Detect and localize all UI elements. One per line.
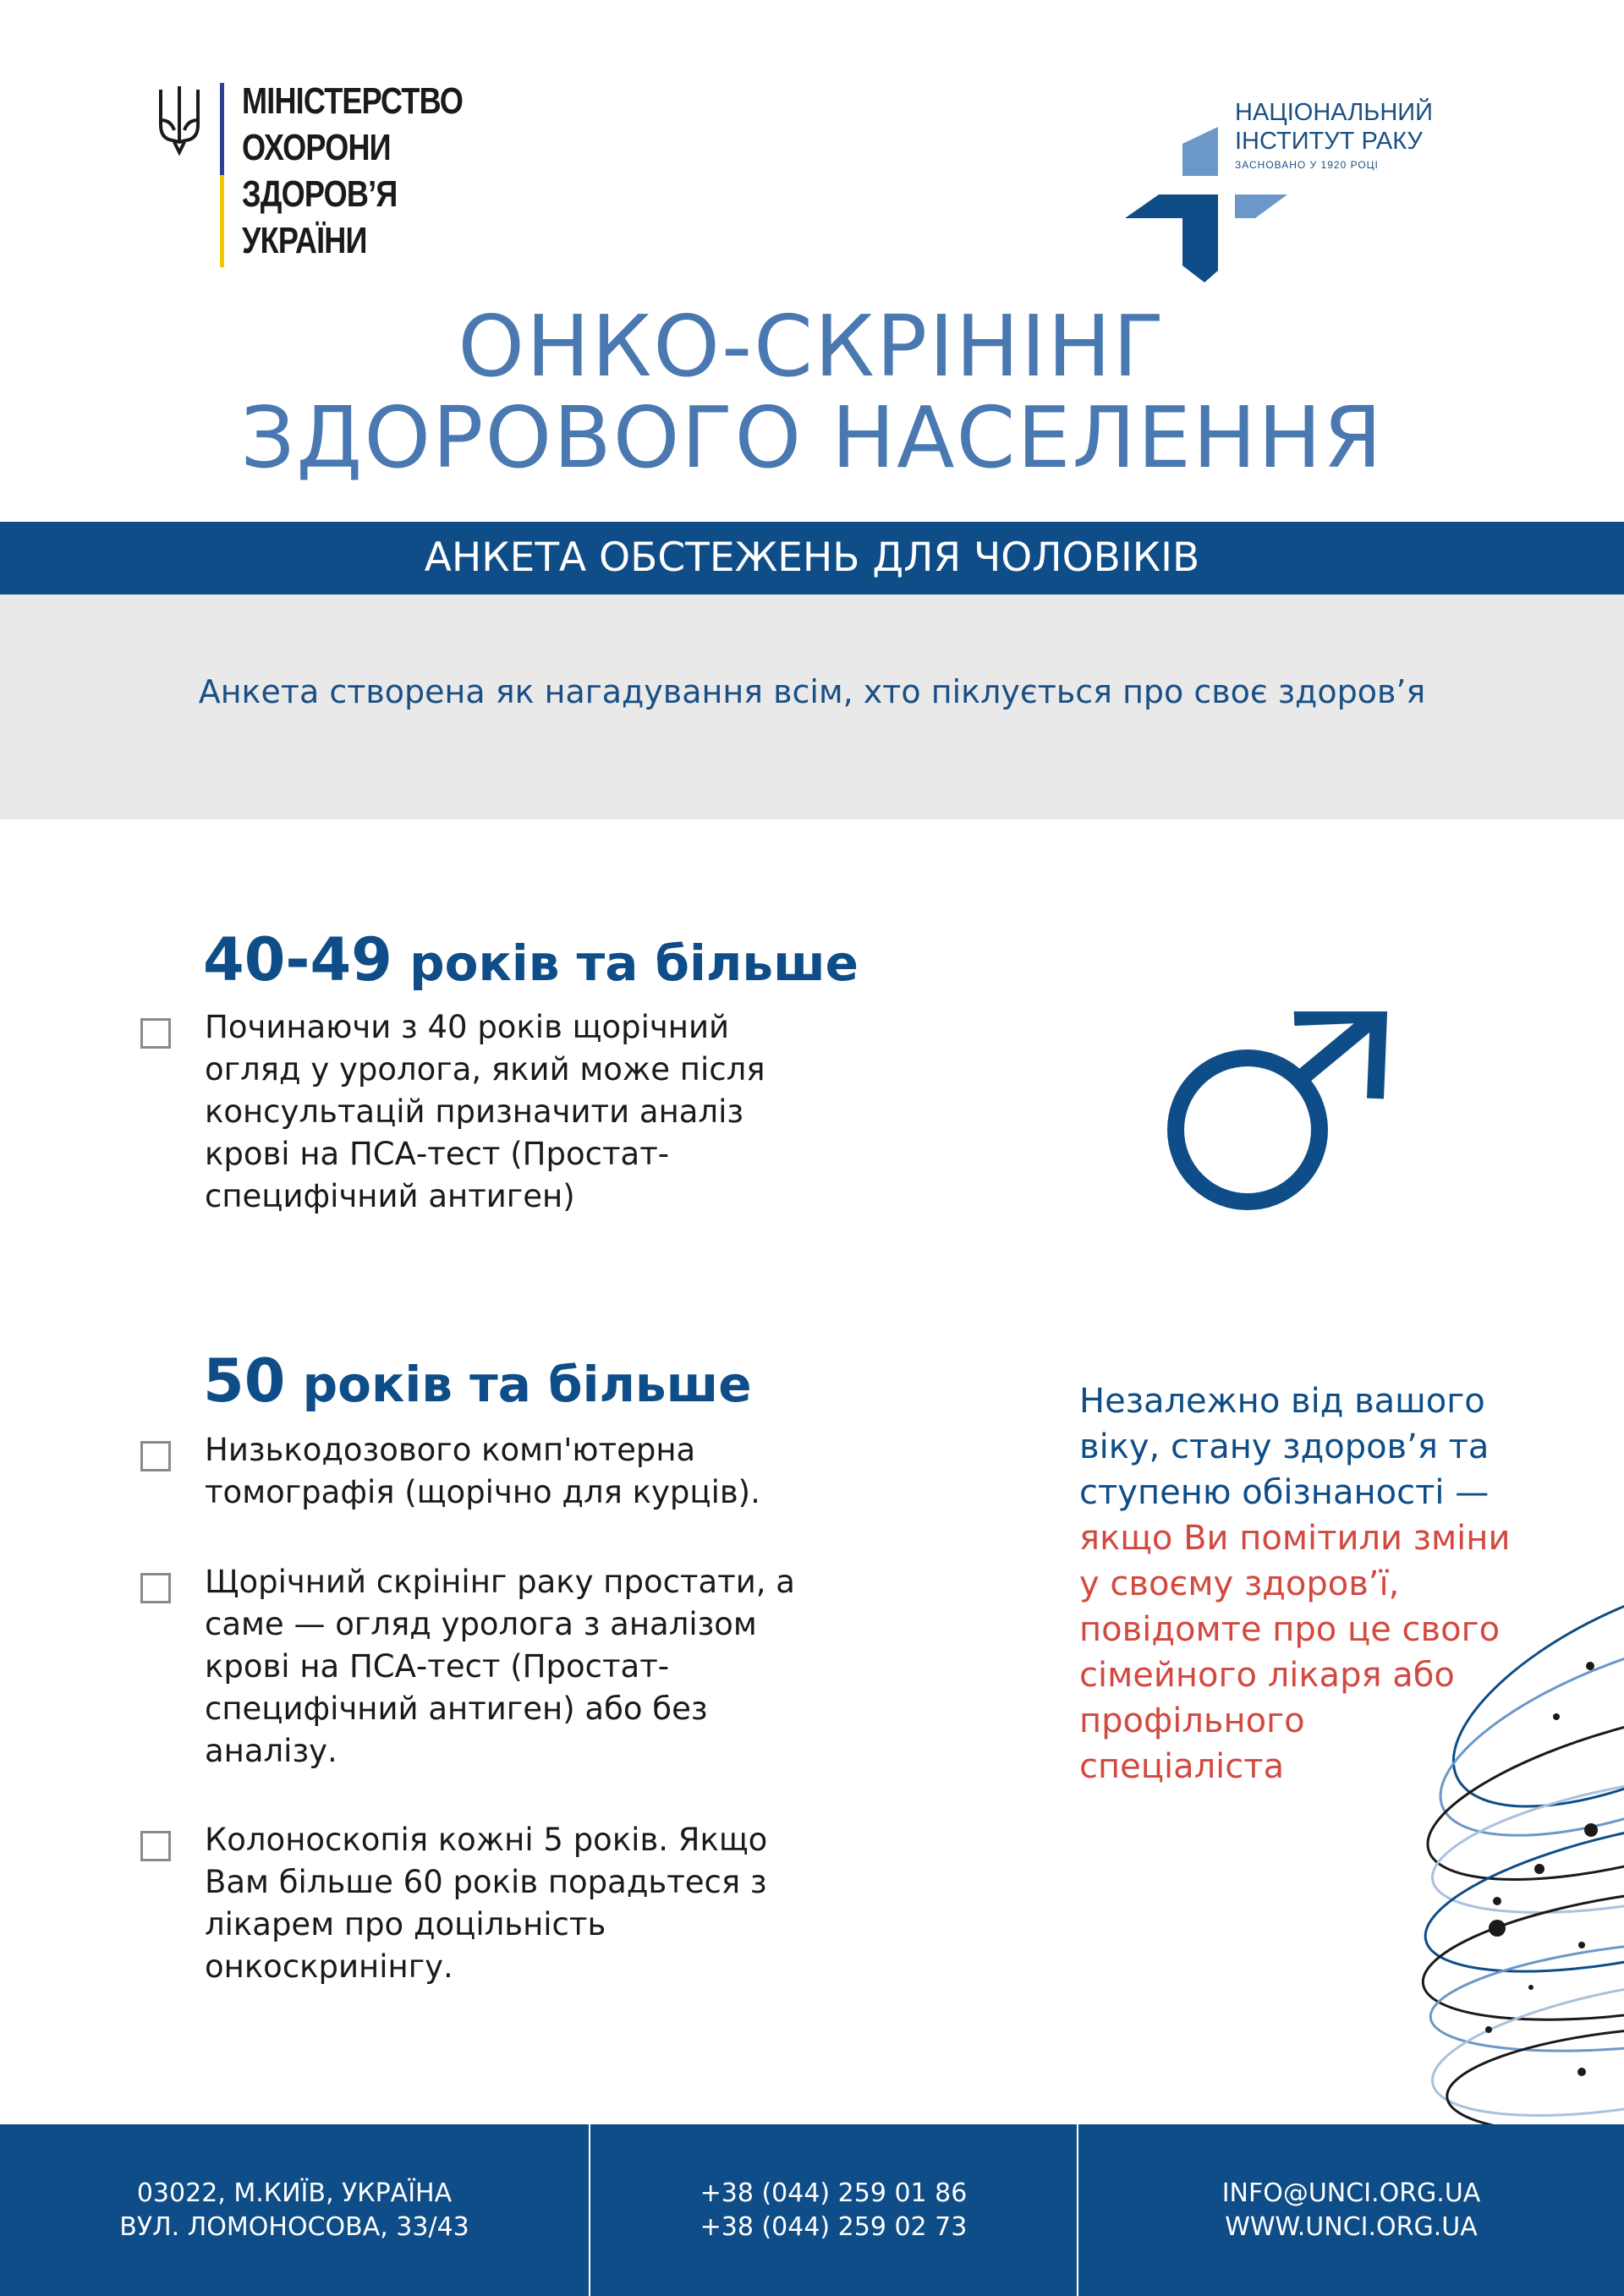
website-link[interactable]: WWW.UNCI.ORG.UA (1225, 2211, 1478, 2242)
swirl-decoration (1387, 1590, 1624, 2131)
section-age: 40-49 (203, 925, 392, 995)
checkbox[interactable] (140, 1441, 171, 1471)
checklist-item-text: Колоноскопія кожні 5 років. Якщо Вам більше 60 років порадьтеся з лікарем про доцільність онкоскринінгу. (205, 1822, 768, 1985)
ministry-flag-bar (220, 83, 224, 267)
intro-text: Анкета створена як нагадування всім, хто піклується про своє здоров’я (198, 673, 1426, 710)
section-title-rest: років та більше (392, 934, 859, 992)
checkbox[interactable] (140, 1018, 171, 1049)
institute-logo (1125, 93, 1463, 279)
phone-number[interactable]: +38 (044) 259 01 86 (700, 2178, 968, 2208)
address-line: 03022, М.КИЇВ, УКРАЇНА (136, 2178, 453, 2208)
ministry-name (242, 78, 464, 264)
checkbox[interactable] (140, 1573, 171, 1603)
page-title-line: ЗДОРОВОГО НАСЕЛЕННЯ (240, 388, 1384, 487)
section-title-rest: років та більше (285, 1356, 752, 1413)
institute-name (1235, 98, 1433, 171)
ministry-name-line: ЗДОРОВ’Я (242, 173, 398, 215)
page-title (0, 297, 1624, 487)
checklist-item-text: Починаючи з 40 років щорічний огляд у уролога, який може після консультацій призначити аналіз крові на ПСА-тест (Простат-специфічний антиген) (205, 1009, 765, 1214)
contact-footer (0, 2124, 1624, 2296)
footer-address (0, 2124, 590, 2296)
section-title-40-49 (203, 925, 859, 995)
side-note-highlight: якщо Ви помітили зміни у своєму здоров’ї, повідомте про це свого сімейного лікаря або профільного спеціаліста (1079, 1519, 1511, 1786)
page-title-line: ОНКО-СКРІНІНГ (458, 297, 1166, 396)
address-line: ВУЛ. ЛОМОНОСОВА, 33/43 (119, 2211, 469, 2242)
checklist-item (140, 1006, 800, 1226)
ministry-name-line: ОХОРОНИ (242, 127, 391, 168)
ministry-logo (156, 80, 494, 277)
institute-name-line: ІНСТИТУТ РАКУ (1235, 128, 1423, 155)
checklist-item (140, 1819, 800, 1997)
section-title-50 (203, 1346, 752, 1416)
institute-tagline: ЗАСНОВАНО У 1920 РОЦІ (1235, 159, 1379, 171)
checklist-item (140, 1561, 800, 1781)
male-symbol-icon (1167, 1011, 1387, 1231)
trident-icon (156, 83, 203, 156)
checkbox[interactable] (140, 1831, 171, 1861)
phone-number[interactable]: +38 (044) 259 02 73 (700, 2211, 968, 2242)
institute-name-line: НАЦІОНАЛЬНИЙ (1235, 99, 1433, 126)
ministry-name-line: МІНІСТЕРСТВО (242, 80, 464, 122)
intro-panel (0, 595, 1624, 819)
email-link[interactable]: INFO@UNCI.ORG.UA (1221, 2178, 1481, 2208)
footer-web (1078, 2124, 1624, 2296)
side-note-intro: Незалежно від вашого віку, стану здоров’я та ступеню обізнаності — (1079, 1382, 1490, 1512)
checklist-item (140, 1429, 800, 1522)
section-age: 50 (203, 1346, 286, 1416)
checklist-item-text: Щорічний скрінінг раку простати, а саме — огляд уролога з аналізом крові на ПСА-тест (Простат-специфічний антиген) або без аналізу. (205, 1564, 795, 1769)
survey-banner (0, 522, 1624, 595)
survey-banner-text: АНКЕТА ОБСТЕЖЕНЬ ДЛЯ ЧОЛОВІКІВ (424, 534, 1200, 581)
ministry-name-line: УКРАЇНИ (242, 220, 367, 261)
footer-phones (590, 2124, 1078, 2296)
checklist-item-text: Низькодозового комп'ютерна томографія (щорічно для курців). (205, 1432, 760, 1510)
